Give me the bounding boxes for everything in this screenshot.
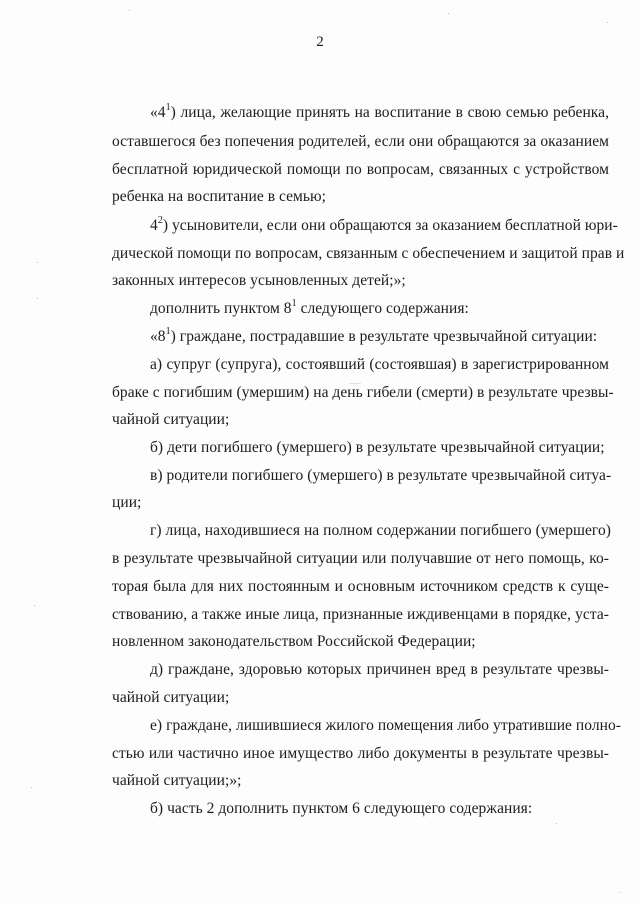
text-run: г) лица, находившиеся на полном содержании погибшего (умершего) [150,522,611,539]
text-line [112,494,141,512]
text-run: дополнить пунктом 8 [150,300,292,317]
text-line [150,356,609,374]
text-line [112,133,609,151]
text-line [150,325,598,346]
text-run: ) граждане, пострадавшие в результате чрезвычайной ситуации: [170,328,598,345]
text-line [112,245,625,263]
text-run: 4 [150,217,158,234]
text-run: новленном законодательством Российской Федерации; [112,633,476,650]
text-line [150,214,618,235]
text-line [112,745,609,763]
text-run: «4 [150,104,166,121]
text-run: ребенка на воспитание в семью; [112,188,326,205]
page-number: 2 [316,34,324,50]
text-run: «8 [150,328,166,345]
text-run: стью или частично иное имущество либо документы в результате чрезвы- [112,745,609,762]
text-run: д) граждане, здоровью которых причинен вред в результате чрезвы- [150,661,609,678]
text-run: в результате чрезвычайной ситуации или получавшие от него помощь, ко- [112,550,609,567]
text-run: а) супруг (супруга), состоявший (состоявшая) в зарегистрированном [150,356,609,373]
text-run: торая была для них постоянным и основным источником средств к суще- [112,578,609,595]
text-line [150,297,469,318]
superscript: 1 [165,101,171,113]
superscript: 2 [157,214,163,226]
text-line [150,661,609,679]
text-line [112,384,614,402]
text-line [112,272,406,290]
text-line [150,439,605,457]
text-line [112,188,326,206]
text-line [150,522,609,540]
text-run: следующего содержания: [296,300,469,317]
superscript: 1 [165,325,171,337]
text-line [112,633,476,651]
text-run: ствованию, а также иные лица, признанные иждивенцами в порядке, уста- [112,606,609,623]
text-line [150,467,612,485]
text-line [112,161,609,179]
text-run: дической помощи по вопросам, связанным с обеспечением и защитой прав и [112,245,625,262]
text-run: б) дети погибшего (умершего) в результате чрезвычайной ситуации; [150,439,605,456]
text-run: чайной ситуации;»; [112,772,242,789]
text-line [112,550,609,568]
superscript: 1 [291,297,297,309]
text-run: законных интересов усыновленных детей;»; [112,272,406,289]
text-line [150,800,532,818]
text-run: чайной ситуации; [112,689,230,706]
text-run: б) часть 2 дополнить пунктом 6 следующего содержания: [150,800,533,817]
text-line [112,578,609,596]
text-line [112,689,229,707]
text-line [150,101,609,122]
text-run: ции; [112,494,142,511]
text-run: в) родители погибшего (умершего) в результате чрезвычайной ситуа- [150,467,612,484]
text-line [112,772,242,790]
text-line [112,606,609,624]
text-line [112,411,229,429]
text-line [150,717,621,735]
text-run: браке с погибшим (умершим) на день гибели (смерти) в результате чрезвы- [112,384,614,401]
text-run: оставшегося без попечения родителей, если они обращаются за оказанием [112,133,609,150]
text-run: ) усыновители, если они обращаются за оказанием бесплатной юри- [162,217,618,234]
text-run: бесплатной юридической помощи по вопросам, связанных с устройством [112,161,609,178]
text-run: ) лица, желающие принять на воспитание в свою семью ребенка, [170,104,609,121]
text-run: е) граждане, лишившиеся жилого помещения либо утратившие полно- [150,717,621,734]
text-run: чайной ситуации; [112,411,230,428]
